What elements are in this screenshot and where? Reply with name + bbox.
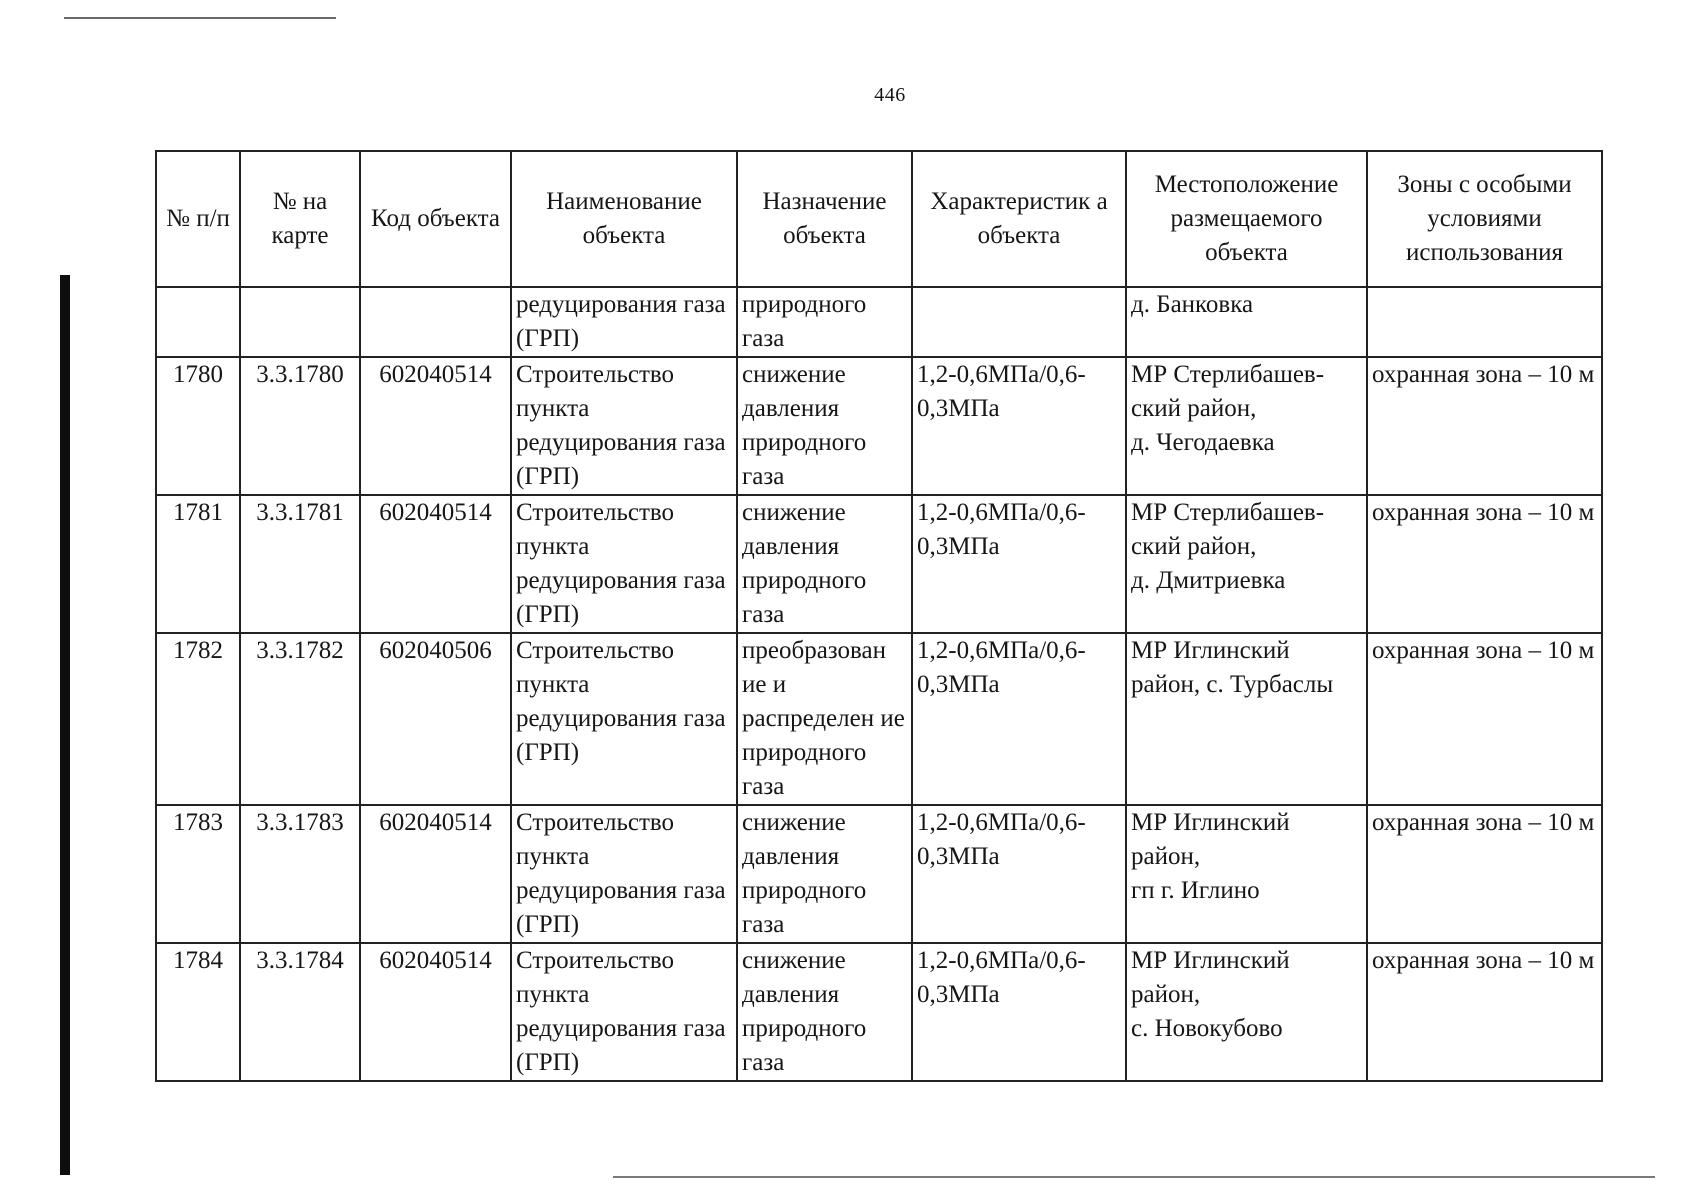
- cell-object-name: Строительство пункта редуцирования газа (ГРП): [511, 633, 737, 805]
- objects-table: [155, 150, 1603, 1082]
- cell-object-name: Строительство пункта редуцирования газа (ГРП): [511, 495, 737, 633]
- cell-num: 1780: [156, 357, 240, 495]
- page-number: 446: [874, 84, 906, 106]
- cell-object-location: МР Стерлибашев-ский район, д. Чегодаевка: [1126, 357, 1367, 495]
- cell-object-purpose: природного газа: [737, 287, 912, 357]
- bottom-rule: [613, 1176, 1655, 1178]
- cell-map-number: 3.3.1780: [240, 357, 360, 495]
- header-object-location: Местоположение размещаемого объекта: [1126, 151, 1367, 287]
- cell-object-name: Строительство пункта редуцирования газа (ГРП): [511, 805, 737, 943]
- cell-object-location: МР Иглинский район, с. Новокубово: [1126, 943, 1367, 1081]
- top-rule: [64, 17, 336, 19]
- cell-object-location: д. Банковка: [1126, 287, 1367, 357]
- cell-map-number: 3.3.1784: [240, 943, 360, 1081]
- cell-object-name: Строительство пункта редуцирования газа (ГРП): [511, 357, 737, 495]
- cell-object-purpose: снижение давления природного газа: [737, 495, 912, 633]
- cell-object-characteristic: 1,2-0,6МПа/0,6-0,3МПа: [912, 495, 1126, 633]
- table-row: [156, 805, 1602, 943]
- table-row-continuation: [156, 287, 1602, 357]
- cell-special-zones: [1367, 287, 1602, 357]
- cell-object-name: редуцирования газа (ГРП): [511, 287, 737, 357]
- cell-map-number: 3.3.1781: [240, 495, 360, 633]
- cell-object-purpose: снижение давления природного газа: [737, 943, 912, 1081]
- cell-map-number: 3.3.1783: [240, 805, 360, 943]
- scan-margin-bar: [60, 275, 70, 1175]
- cell-object-code: 602040514: [360, 495, 511, 633]
- cell-object-code: 602040514: [360, 943, 511, 1081]
- cell-special-zones: охранная зона – 10 м: [1367, 805, 1602, 943]
- cell-special-zones: охранная зона – 10 м: [1367, 633, 1602, 805]
- cell-special-zones: охранная зона – 10 м: [1367, 495, 1602, 633]
- cell-object-purpose: преобразован ие и распределен ие природного газа: [737, 633, 912, 805]
- header-object-characteristic: Характеристик а объекта: [912, 151, 1126, 287]
- header-map-number: № на карте: [240, 151, 360, 287]
- cell-object-code: 602040514: [360, 805, 511, 943]
- header-special-zones: Зоны с особыми условиями использования: [1367, 151, 1602, 287]
- header-num: № п/п: [156, 151, 240, 287]
- cell-object-location: МР Стерлибашев-ский район, д. Дмитриевка: [1126, 495, 1367, 633]
- cell-object-characteristic: 1,2-0,6МПа/0,6-0,3МПа: [912, 633, 1126, 805]
- header-object-purpose: Назначение объекта: [737, 151, 912, 287]
- table-row: [156, 357, 1602, 495]
- table-row: [156, 633, 1602, 805]
- cell-object-name: Строительство пункта редуцирования газа (ГРП): [511, 943, 737, 1081]
- cell-object-characteristic: 1,2-0,6МПа/0,6-0,3МПа: [912, 357, 1126, 495]
- cell-object-characteristic: 1,2-0,6МПа/0,6-0,3МПа: [912, 943, 1126, 1081]
- table-row: [156, 495, 1602, 633]
- cell-object-characteristic: 1,2-0,6МПа/0,6-0,3МПа: [912, 805, 1126, 943]
- header-object-name: Наименование объекта: [511, 151, 737, 287]
- header-object-code: Код объекта: [360, 151, 511, 287]
- cell-object-location: МР Иглинский район, гп г. Иглино: [1126, 805, 1367, 943]
- cell-map-number: 3.3.1782: [240, 633, 360, 805]
- cell-object-location: МР Иглинский район, с. Турбаслы: [1126, 633, 1367, 805]
- cell-num: [156, 287, 240, 357]
- cell-object-purpose: снижение давления природного газа: [737, 357, 912, 495]
- cell-map-number: [240, 287, 360, 357]
- cell-object-characteristic: [912, 287, 1126, 357]
- cell-num: 1782: [156, 633, 240, 805]
- cell-object-code: 602040514: [360, 357, 511, 495]
- cell-object-code: [360, 287, 511, 357]
- cell-object-code: 602040506: [360, 633, 511, 805]
- cell-num: 1783: [156, 805, 240, 943]
- cell-num: 1781: [156, 495, 240, 633]
- header-row: [156, 151, 1602, 287]
- table-row: [156, 943, 1602, 1081]
- cell-special-zones: охранная зона – 10 м: [1367, 357, 1602, 495]
- cell-num: 1784: [156, 943, 240, 1081]
- cell-special-zones: охранная зона – 10 м: [1367, 943, 1602, 1081]
- cell-object-purpose: снижение давления природного газа: [737, 805, 912, 943]
